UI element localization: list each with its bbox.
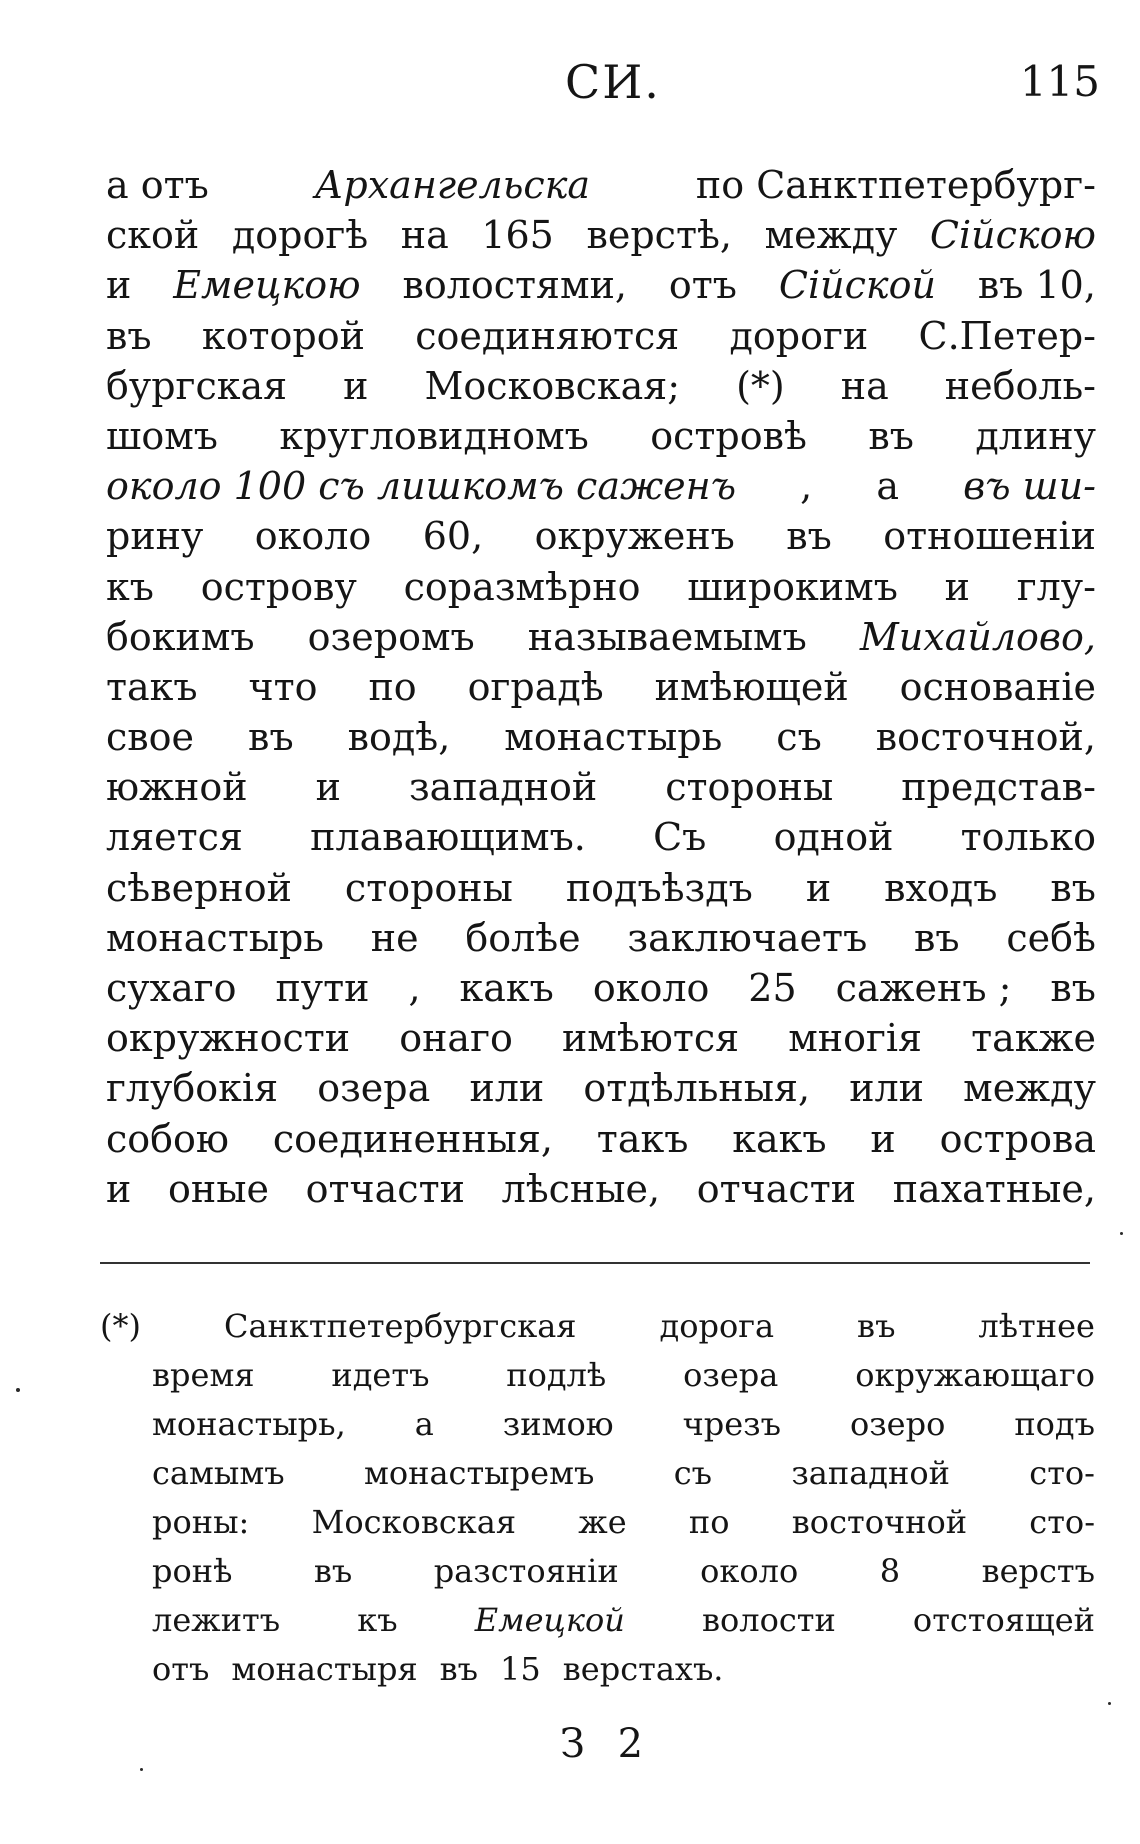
footnote-word: роны:	[152, 1503, 250, 1541]
body-word: или	[469, 1066, 545, 1111]
body-word: бокимъ	[106, 614, 255, 659]
body-word: около	[254, 514, 372, 559]
body-word: или	[849, 1066, 925, 1111]
footnote-word: монастыремъ	[363, 1454, 595, 1492]
body-line	[106, 662, 1096, 712]
body-word: пути	[275, 966, 370, 1010]
running-head	[0, 52, 1140, 112]
body-word: соединяются	[415, 313, 680, 358]
footnote-line	[100, 1400, 1095, 1449]
body-line	[106, 963, 1096, 1013]
body-word: въ	[1050, 966, 1096, 1010]
footnote-word: подлѣ	[506, 1356, 607, 1394]
body-line	[106, 511, 1096, 561]
body-line	[106, 461, 1096, 511]
print-speck	[140, 1768, 143, 1771]
body-line	[106, 712, 1096, 762]
footnote-line	[100, 1596, 1095, 1645]
page-number: 115	[1019, 57, 1100, 106]
body-word: волостями,	[402, 263, 627, 308]
body-line	[106, 311, 1096, 361]
body-word: собою	[106, 1116, 229, 1161]
body-word: и	[315, 765, 341, 810]
body-line	[106, 863, 1096, 913]
body-word: ,	[408, 966, 421, 1010]
footnote-line	[100, 1449, 1095, 1498]
body-word: въ	[786, 514, 832, 559]
footnote-word: восточной	[791, 1503, 968, 1541]
body-word: шомъ	[106, 413, 218, 458]
footnote-word: окружающаго	[855, 1356, 1095, 1394]
body-word: сѣверной	[106, 865, 292, 910]
body-word: болѣе	[465, 915, 581, 960]
body-word: также	[971, 1016, 1096, 1061]
body-word: монастырь	[106, 915, 324, 960]
print-speck	[16, 1388, 20, 1392]
body-word: имѣются	[561, 1016, 740, 1061]
body-line	[106, 562, 1096, 612]
body-word: къ	[106, 564, 154, 609]
body-word: окружности	[106, 1016, 351, 1061]
body-word: глубокія	[106, 1066, 279, 1111]
footnote-word: дорога	[659, 1307, 775, 1345]
body-word: Съ	[653, 815, 707, 860]
footnote-separator-rule	[100, 1262, 1090, 1264]
footnote-word: самымъ	[152, 1454, 285, 1492]
body-word: въ	[914, 915, 960, 960]
body-word: озеромъ	[307, 614, 475, 659]
body-word: между	[764, 213, 898, 258]
body-word: подъѣздъ	[565, 865, 753, 910]
body-word: широкимъ	[687, 564, 898, 609]
body-word: въ ши-	[963, 464, 1096, 509]
footnote-word: сто-	[1029, 1503, 1095, 1541]
footnote-word: чрезъ	[682, 1405, 781, 1443]
body-line	[106, 762, 1096, 812]
footnote-word: западной	[791, 1454, 950, 1492]
body-word: западной	[408, 765, 598, 810]
body-word: сухаго	[106, 966, 237, 1010]
body-word: 165	[481, 213, 554, 258]
footnote-word: (*)	[100, 1307, 141, 1345]
body-word: около	[592, 966, 710, 1010]
footnote-word: около	[700, 1552, 799, 1590]
body-word: Сійскою	[929, 213, 1096, 258]
footnote-word: съ	[673, 1454, 712, 1492]
print-speck	[1108, 1702, 1111, 1705]
body-word: около 100 съ лишкомъ саженъ	[106, 464, 737, 509]
footnote-word: по	[688, 1503, 730, 1541]
body-word: только	[960, 815, 1096, 860]
body-line	[106, 1013, 1096, 1063]
body-word: бургская	[106, 363, 288, 408]
body-line	[106, 1114, 1096, 1164]
body-word: соединенныя,	[272, 1116, 553, 1161]
footnote-word: подъ	[1014, 1405, 1095, 1443]
body-word: а	[876, 464, 900, 509]
body-word: отношеніи	[883, 514, 1096, 559]
body-word: себѣ	[1006, 915, 1096, 960]
footnote-word: время	[152, 1356, 255, 1394]
body-line	[106, 210, 1096, 260]
footnote-word: Емецкой	[474, 1601, 625, 1639]
body-line	[106, 1164, 1096, 1214]
body-word: верстѣ,	[586, 213, 732, 258]
body-word: имѣющей	[654, 664, 849, 709]
body-word: и	[805, 865, 832, 910]
body-word: что	[248, 664, 318, 709]
body-word: которой	[201, 313, 365, 358]
body-line	[106, 160, 1096, 210]
body-word: ляется	[106, 815, 243, 860]
footnote-word: а	[414, 1405, 434, 1443]
body-word: окруженъ	[534, 514, 735, 559]
body-word: свое	[106, 715, 195, 760]
body-word: а отъ	[106, 163, 209, 207]
body-word: стороны	[344, 865, 513, 910]
body-word: въ 10,	[977, 263, 1096, 308]
body-word: какъ	[732, 1116, 827, 1161]
running-title: СИ.	[565, 55, 661, 109]
footnote-word: монастырь,	[152, 1405, 346, 1443]
body-word: ,	[800, 464, 813, 509]
footnote-word: зимою	[502, 1405, 614, 1443]
body-word: представ-	[901, 765, 1096, 810]
body-word: южной	[106, 765, 248, 810]
footnote-word: волости	[701, 1601, 836, 1639]
footnote-word: въ	[313, 1552, 353, 1590]
body-word: глу-	[1016, 564, 1096, 609]
body-word: на	[400, 213, 449, 258]
body-word: Московская;	[424, 363, 681, 408]
body-word: называемымъ	[527, 614, 807, 659]
body-line	[106, 411, 1096, 461]
body-word: и	[343, 363, 369, 408]
body-word: длину	[975, 413, 1096, 458]
body-word: плавающимъ.	[310, 815, 586, 860]
body-word: какъ	[459, 966, 554, 1010]
footnote-word: Московская	[311, 1503, 517, 1541]
body-word: такъ	[596, 1116, 689, 1161]
body-word: и	[870, 1116, 896, 1161]
body-word: отчасти	[696, 1166, 857, 1211]
body-word: восточной,	[875, 715, 1096, 760]
body-word: оградѣ	[467, 664, 604, 709]
footnote	[100, 1302, 1095, 1694]
body-word: въ	[868, 413, 914, 458]
footnote-line	[100, 1645, 1095, 1694]
body-word: рину	[106, 514, 204, 559]
body-word: по	[368, 664, 417, 709]
body-word: пахатные,	[892, 1166, 1096, 1211]
body-word: такъ	[106, 664, 198, 709]
print-speck	[1120, 1232, 1123, 1235]
body-word: отчасти	[305, 1166, 465, 1211]
body-word: отъ	[668, 263, 737, 308]
body-word: 25	[748, 966, 797, 1010]
footnote-word: отстоящей	[912, 1601, 1095, 1639]
body-word: Михайлово,	[859, 614, 1096, 659]
body-word: соразмѣрно	[403, 564, 641, 609]
body-line	[106, 1063, 1096, 1113]
footnote-line	[100, 1302, 1095, 1351]
printer-signature-mark: З 2	[560, 1721, 654, 1767]
footnote-word: сто-	[1029, 1454, 1095, 1492]
body-word: одной	[773, 815, 894, 860]
body-word: острова	[939, 1116, 1096, 1161]
body-word: оные	[168, 1166, 269, 1211]
body-word: входъ	[884, 865, 998, 910]
body-word: заключаетъ	[627, 915, 868, 960]
main-text	[106, 160, 1096, 1214]
footnote-word: въ	[439, 1650, 479, 1688]
body-word: острову	[200, 564, 357, 609]
footnote-word: идетъ	[331, 1356, 430, 1394]
footnote-line	[100, 1351, 1095, 1400]
footnote-word: верстъ	[981, 1552, 1095, 1590]
body-word: 60,	[422, 514, 484, 559]
footnote-word: 15	[500, 1650, 541, 1688]
body-word: дороги	[729, 313, 869, 358]
footnote-word: въ	[857, 1307, 896, 1345]
body-word: Сійской	[778, 263, 936, 308]
body-word: по Санктпетербург-	[695, 163, 1096, 207]
body-word: дорогѣ	[231, 213, 369, 258]
body-line	[106, 260, 1096, 310]
footnote-line	[100, 1498, 1095, 1547]
body-word: и	[944, 564, 970, 609]
body-word: (*)	[736, 363, 785, 408]
body-word: и	[106, 1166, 132, 1211]
body-line	[106, 612, 1096, 662]
body-word: ской	[106, 213, 200, 258]
body-word: отдѣльныя,	[583, 1066, 811, 1111]
footnote-word: 8	[879, 1552, 901, 1590]
body-word: на	[840, 363, 889, 408]
footnote-word: къ	[357, 1601, 398, 1639]
body-word: кругловидномъ	[279, 413, 589, 458]
footnote-word: монастыря	[231, 1650, 418, 1688]
footnote-word: лѣтнее	[978, 1307, 1095, 1345]
body-word: островѣ	[650, 413, 807, 458]
body-word: многія	[788, 1016, 923, 1061]
body-word: основаніе	[899, 664, 1096, 709]
body-word: не	[370, 915, 419, 960]
body-word: въ	[1050, 865, 1096, 910]
body-word: Емецкою	[173, 263, 361, 308]
footnote-word: Санктпетербургская	[223, 1307, 577, 1345]
body-word: монастырь	[504, 715, 723, 760]
body-word: водѣ,	[347, 715, 451, 760]
body-line	[106, 913, 1096, 963]
body-word: въ	[248, 715, 294, 760]
body-word: онаго	[399, 1016, 513, 1061]
body-word: неболь-	[944, 363, 1096, 408]
body-word: между	[963, 1066, 1096, 1111]
footnote-word: ронѣ	[152, 1552, 233, 1590]
footnote-word: озера	[683, 1356, 779, 1394]
footnote-word: лежитъ	[152, 1601, 281, 1639]
body-word: Архангельска	[314, 163, 591, 207]
body-word: саженъ ;	[835, 966, 1012, 1010]
body-word: С.Петер-	[918, 313, 1096, 358]
footnote-word: озеро	[849, 1405, 946, 1443]
body-word: стороны	[665, 765, 834, 810]
footnote-word: разстояніи	[433, 1552, 619, 1590]
footnote-word: отъ	[152, 1650, 210, 1688]
body-word: съ	[776, 715, 822, 760]
body-word: лѣсные,	[501, 1166, 661, 1211]
body-line	[106, 361, 1096, 411]
footnote-word: же	[578, 1503, 627, 1541]
footnote-line	[100, 1547, 1095, 1596]
body-word: въ	[106, 313, 152, 358]
footnote-word: верстахъ.	[562, 1650, 724, 1688]
body-word: и	[106, 263, 132, 308]
body-line	[106, 812, 1096, 862]
body-word: озера	[317, 1066, 431, 1111]
